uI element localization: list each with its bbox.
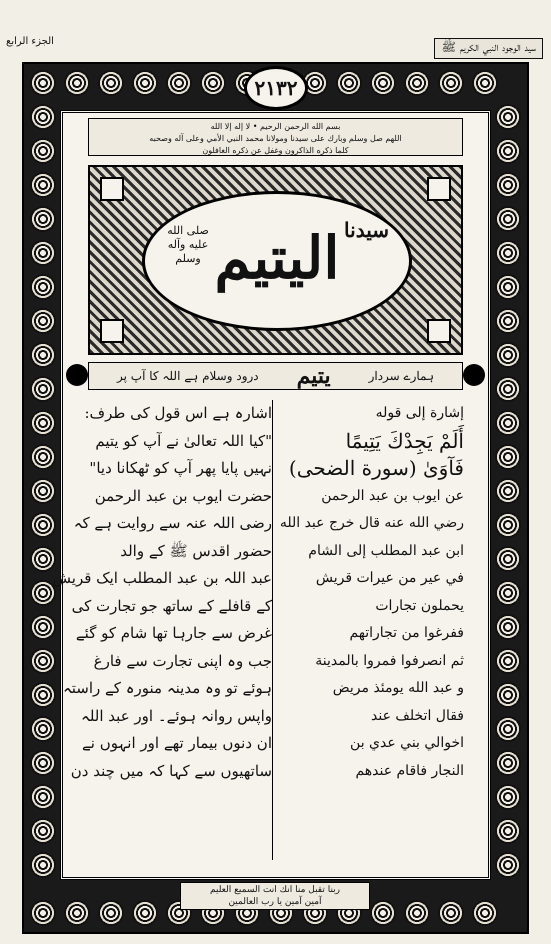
- corner-ornament-icon: [100, 319, 124, 343]
- invocation-line-2: اللهم صل وسلم وبارك على سيدنا ومولانا محمد النبي الأمي وعلى آله وصحبه: [149, 134, 402, 143]
- urdu-text-column: [52, 400, 272, 860]
- text-line: يحملون تجارات: [375, 597, 464, 614]
- rosette-icon: [472, 900, 498, 926]
- rosette-icon: [30, 342, 56, 368]
- rosette-icon: [370, 900, 396, 926]
- rosette-icon: [200, 70, 226, 96]
- title-prefix: سيدنا: [344, 218, 389, 242]
- rosette-icon: [495, 274, 521, 300]
- rosette-icon: [336, 70, 362, 96]
- text-line: عن ايوب بن عبد الرحمن: [321, 487, 464, 504]
- rosette-icon: [495, 750, 521, 776]
- rosette-icon: [30, 274, 56, 300]
- subtitle-band: [88, 362, 463, 390]
- title-salawat: صلى الله عليه وآله وسلم: [167, 224, 209, 265]
- text-line: جب وہ اپنی تجارت سے فارغ: [93, 651, 272, 670]
- corner-ornament-icon: [427, 177, 451, 201]
- running-title: سيد الوجود النبي الكريم ﷺ: [434, 38, 543, 59]
- rosette-icon: [495, 852, 521, 878]
- text-line: اخوالي بني عدي بن: [350, 735, 464, 751]
- invocation-line-1: بسم الله الرحمن الرحيم • لا إله إلا الله: [210, 122, 341, 131]
- rosette-icon: [472, 70, 498, 96]
- rosette-icon: [166, 70, 192, 96]
- rosette-icon: [30, 682, 56, 708]
- text-line: ساتھیوں سے کہا کہ میں چند دن: [70, 761, 272, 780]
- rosette-icon: [495, 138, 521, 164]
- footer-band: [180, 882, 370, 910]
- rosette-icon: [495, 206, 521, 232]
- rosette-icon: [495, 784, 521, 810]
- title-panel: [88, 165, 463, 355]
- rosette-icon: [495, 546, 521, 572]
- rosette-icon: [30, 648, 56, 674]
- rosette-icon: [30, 614, 56, 640]
- rosette-icon: [30, 818, 56, 844]
- text-line: نہیں پایا پھر آپ کو ٹھکانا دیا": [89, 459, 272, 477]
- text-line: حضور اقدس ﷺ کے والد: [120, 541, 272, 560]
- text-line: ففرغوا من تجاراتهم: [349, 625, 464, 641]
- rosette-icon: [495, 512, 521, 538]
- text-line: فقال اتخلف عند: [371, 707, 464, 724]
- corner-ornament-icon: [427, 319, 451, 343]
- text-line: و عبد الله يومئذ مريض: [332, 680, 464, 696]
- rosette-icon: [495, 478, 521, 504]
- rosette-icon: [495, 716, 521, 742]
- rosette-icon: [438, 900, 464, 926]
- corner-ornament-icon: [100, 177, 124, 201]
- text-line: ہوئے تو وہ مدینہ منورہ کے راستہ: [62, 679, 272, 697]
- text-line: غرض سے جارہا تھا شام کو گئے: [75, 624, 272, 642]
- rosette-icon: [132, 900, 158, 926]
- text-line: عبد اللہ بن عبد المطلب ایک قریش: [52, 569, 272, 587]
- page-number: ٢١٣٢: [244, 66, 308, 110]
- rosette-icon: [30, 376, 56, 402]
- text-line: إشارة إلى قوله: [375, 405, 464, 421]
- text-line: "کیا اللہ تعالیٰ نے آپ کو یتیم: [95, 431, 272, 450]
- page-title: اليتيم: [214, 224, 340, 292]
- subtitle-right: ہمارے سردار: [368, 369, 434, 383]
- rosette-icon: [30, 784, 56, 810]
- text-line: فَآوَىٰ (سورة الضحى): [288, 456, 464, 480]
- text-line: ثم انصرفوا فمروا بالمدينة: [315, 652, 464, 669]
- subtitle-middle: یتیم: [296, 363, 331, 389]
- rosette-icon: [98, 900, 124, 926]
- subtitle-left: درود وسلام ہے اللہ کا آپ پر: [117, 369, 259, 383]
- rosette-icon: [495, 172, 521, 198]
- rosette-icon: [495, 818, 521, 844]
- band-ornament-icon: [66, 364, 88, 386]
- text-line: أَلَمْ يَجِدْكَ يَتِيمًا: [345, 428, 464, 453]
- rosette-icon: [30, 900, 56, 926]
- rosette-icon: [438, 70, 464, 96]
- invocation-line-3: كلما ذكره الذاكرون وغفل عن ذكره الغافلون: [202, 146, 349, 155]
- book-corner-label: الجزء الرابع: [6, 36, 54, 47]
- rosette-icon: [30, 444, 56, 470]
- text-line: کے قافلے کے ساتھ جو تجارت کی: [71, 596, 272, 615]
- rosette-icon: [370, 70, 396, 96]
- text-line: في عير من عيرات قريش: [315, 570, 464, 586]
- footer-line-2: آمین آمین یا رب العالمین: [228, 897, 322, 907]
- text-line: اشارہ ہے اس قول کی طرف:: [84, 404, 272, 422]
- rosette-icon: [30, 70, 56, 96]
- arabic-text-column: [274, 400, 464, 860]
- footer-line-1: ربنا تقبل منا انك انت السميع العليم: [209, 885, 341, 895]
- text-line: حضرت ایوب بن عبد الرحمن: [94, 486, 272, 505]
- rosette-icon: [495, 240, 521, 266]
- rosette-icon: [30, 750, 56, 776]
- rosette-icon: [30, 138, 56, 164]
- rosette-icon: [30, 308, 56, 334]
- rosette-icon: [64, 70, 90, 96]
- rosette-icon: [30, 512, 56, 538]
- rosette-icon: [495, 104, 521, 130]
- column-divider: [272, 400, 273, 860]
- rosette-icon: [64, 900, 90, 926]
- text-line: رضي الله عنه قال خرج عبد الله: [279, 515, 464, 531]
- rosette-icon: [495, 376, 521, 402]
- band-ornament-icon: [463, 364, 485, 386]
- rosette-icon: [30, 240, 56, 266]
- rosette-icon: [30, 852, 56, 878]
- rosette-icon: [30, 410, 56, 436]
- rosette-icon: [132, 70, 158, 96]
- rosette-icon: [495, 308, 521, 334]
- rosette-icon: [495, 580, 521, 606]
- text-line: ان دنوں بیمار تھے اور انہوں نے: [82, 734, 272, 752]
- rosette-icon: [98, 70, 124, 96]
- rosette-icon: [30, 716, 56, 742]
- rosette-icon: [495, 648, 521, 674]
- rosette-icon: [30, 478, 56, 504]
- text-line: واپس روانہ ہوئے۔ اور عبد اللہ: [81, 706, 272, 725]
- rosette-icon: [30, 206, 56, 232]
- rosette-icon: [495, 410, 521, 436]
- rosette-icon: [30, 104, 56, 130]
- rosette-icon: [495, 614, 521, 640]
- rosette-icon: [495, 444, 521, 470]
- title-cartouche: [142, 191, 412, 331]
- text-line: رضی اللہ عنہ سے روایت ہے کہ: [73, 514, 272, 532]
- rosette-icon: [404, 70, 430, 96]
- invocation-band: [88, 118, 463, 156]
- rosette-icon: [495, 682, 521, 708]
- text-line: ابن عبد المطلب إلى الشام: [308, 542, 464, 559]
- rosette-icon: [404, 900, 430, 926]
- rosette-icon: [495, 342, 521, 368]
- rosette-icon: [30, 172, 56, 198]
- text-line: النجار فاقام عندهم: [355, 762, 464, 779]
